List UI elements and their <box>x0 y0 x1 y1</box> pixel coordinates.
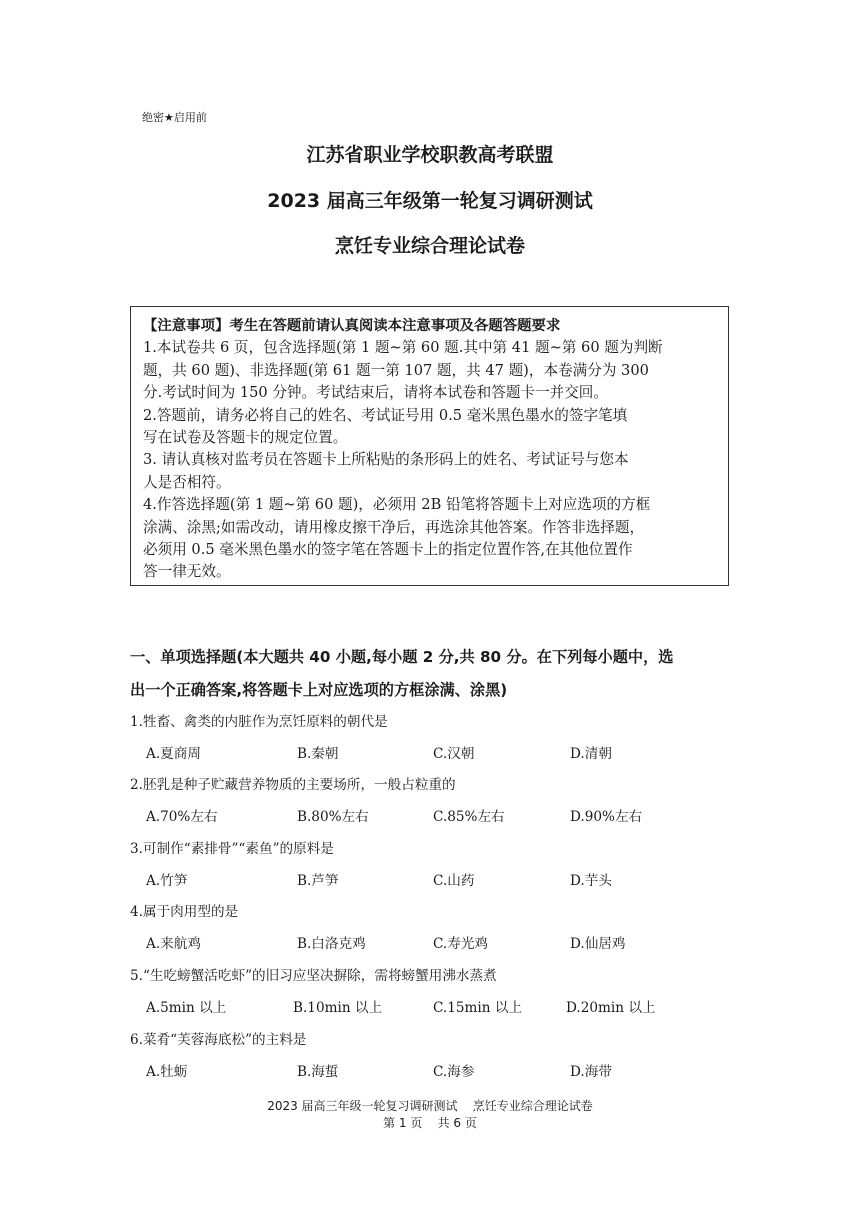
option-d: D.仙居鸡 <box>570 936 626 952</box>
option-a: A.牡蛎 <box>146 1064 188 1080</box>
option-a: A.来航鸡 <box>146 936 201 952</box>
option-b: B.芦笋 <box>297 873 339 889</box>
notice-line: 1.本试卷共 6 页，包含选择题(第 1 题~第 60 题.其中第 41 题~第 60 题为判断 <box>143 339 663 357</box>
question-stem: 3.可制作“素排骨”“素鱼”的原料是 <box>130 841 334 857</box>
option-b: B.秦朝 <box>297 746 339 762</box>
exam-title-subject: 烹饪专业综合理论试卷 <box>334 235 525 257</box>
option-d: D.90%左右 <box>570 809 643 825</box>
option-c: C.海参 <box>433 1064 475 1080</box>
question-stem: 5.“生吃螃蟹活吃虾”的旧习应坚决摒除，需将螃蟹用沸水蒸煮 <box>130 968 497 984</box>
notice-line: 写在试卷及答题卡的规定位置。 <box>143 429 348 447</box>
section-heading <box>130 641 734 707</box>
notice-line: 人是否相符。 <box>143 473 231 491</box>
option-b: B.海蜇 <box>297 1064 339 1080</box>
option-a: A.竹笋 <box>146 873 188 889</box>
secret-mark: 绝密★启用前 <box>142 111 207 124</box>
question-stem: 6.菜肴“芙蓉海底松”的主料是 <box>130 1032 307 1048</box>
option-c: C.15min 以上 <box>433 1000 523 1016</box>
option-c: C.汉朝 <box>433 746 475 762</box>
option-b: B.80%左右 <box>297 809 369 825</box>
option-d: D.20min 以上 <box>566 1000 656 1016</box>
section-heading-line: 出一个正确答案,将答题卡上对应选项的方框涂满、涂黑) <box>130 681 508 699</box>
question-stem: 4.属于肉用型的是 <box>130 904 239 920</box>
notice-heading: 【注意事项】考生在答题前请认真阅读本注意事项及各题答题要求 <box>143 318 561 334</box>
notice-line: 必须用 0.5 毫米黑色墨水的签字笔在答题卡上的指定位置作答,在其他位置作 <box>143 541 633 559</box>
option-c: C.85%左右 <box>433 809 505 825</box>
notice-line: 题，共 60 题)、非选择题(第 61 题一第 107 题，共 47 题)，本卷满分为 300 <box>143 361 649 379</box>
option-a: A.70%左右 <box>146 809 218 825</box>
notice-box <box>130 306 729 586</box>
notice-line: 答一律无效。 <box>143 563 231 581</box>
option-c: C.山药 <box>433 873 475 889</box>
exam-title-test: 2023 届高三年级第一轮复习调研测试 <box>267 190 593 212</box>
notice-line: 分.考试时间为 150 分钟。考试结束后，请将本试卷和答题卡一并交回。 <box>143 384 608 402</box>
option-b: B.10min 以上 <box>293 1000 383 1016</box>
option-a: A.夏商周 <box>146 746 201 762</box>
question-stem: 1.牲畜、禽类的内脏作为烹饪原料的朝代是 <box>130 714 388 730</box>
option-b: B.白洛克鸡 <box>297 936 366 952</box>
option-c: C.寿光鸡 <box>433 936 489 952</box>
notice-line: 3. 请认真核对监考员在答题卡上所粘贴的条形码上的姓名、考试证号与您本 <box>143 451 629 469</box>
option-a: A.5min 以上 <box>146 1000 227 1016</box>
option-d: D.芋头 <box>570 873 612 889</box>
section-heading-line: 一、单项选择题(本大题共 40 小题,每小题 2 分,共 80 分。在下列每小题中，选 <box>130 648 674 666</box>
notice-line: 4.作答选择题(第 1 题~第 60 题)，必须用 2B 铅笔将答题卡上对应选项的方框 <box>143 496 651 514</box>
footer-page-number: 第 1 页 共 6 页 <box>383 1116 477 1130</box>
exam-title-organizer: 江苏省职业学校职教高考联盟 <box>306 144 554 166</box>
notice-line: 涂满、涂黑;如需改动，请用橡皮擦干净后，再选涂其他答案。作答非选择题， <box>143 518 645 536</box>
question-stem: 2.胚乳是种子贮藏营养物质的主要场所，一般占粒重的 <box>130 777 456 793</box>
notice-line: 2.答题前，请务必将自己的姓名、考试证号用 0.5 毫米黑色墨水的签字笔填 <box>143 406 628 424</box>
footer-exam-name: 2023 届高三年级一轮复习调研测试 烹饪专业综合理论试卷 <box>267 1099 593 1113</box>
option-d: D.海带 <box>570 1064 612 1080</box>
option-d: D.清朝 <box>570 746 612 762</box>
